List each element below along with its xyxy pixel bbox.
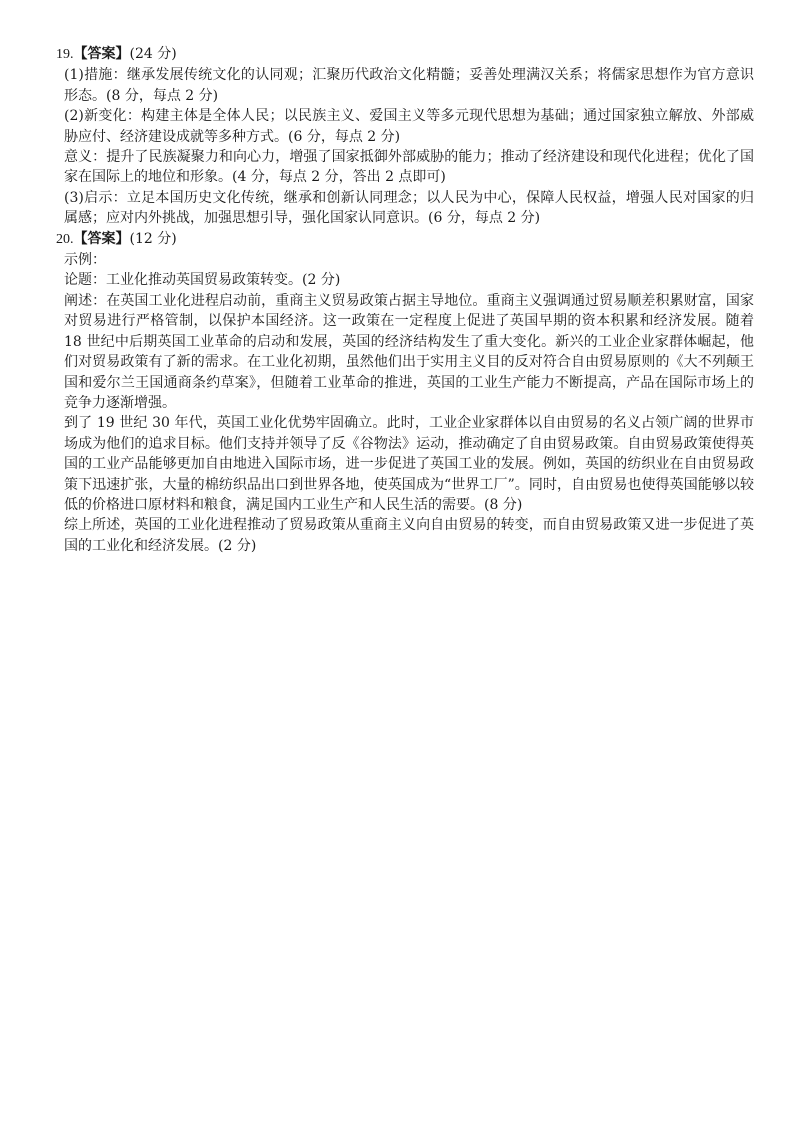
score-label: (12 分) xyxy=(129,230,177,247)
paragraph: 论题：工业化推动英国贸易政策转变。(2 分) xyxy=(64,272,341,289)
question-number: 19. xyxy=(56,47,74,62)
paragraph: (1)措施：继承发展传统文化的认同观；汇聚历代政治文化精髓；妥善处理满汉关系；将儒家思想作为官方意识形态。(8 分，每点 2 分) xyxy=(64,67,754,104)
answer-content xyxy=(56,44,754,556)
paragraph: (2)新变化：构建主体是全体人民；以民族主义、爱国主义等多元现代思想为基础；通过国家独立解放、外部威胁应付、经济建设成就等多种方式。(6 分，每点 2 分) xyxy=(64,108,754,145)
paragraph: 到了 19 世纪 30 年代，英国工业化优势牢固确立。此时，工业企业家群体以自由贸易的名义占领广阔的世界市场成为他们的追求目标。他们支持并领导了反《谷物法》运动，推动确定了自由贸易政策。自由贸易政策使得英国的工业产品能够更加自由地进入国际市场，进一步促进了英国工业的发展。例如，英国的纺织业在自由贸易政策下迅速扩张，大量的棉纺织品出口到世界各地，使英国成为“世界工厂”。同时，自由贸易也使得英国能够以较低的价格进口原材料和粮食，满足国内工业生产和人民生活的需要。(8 分) xyxy=(64,415,754,513)
paragraph: 综上所述，英国的工业化进程推动了贸易政策从重商主义向自由贸易的转变，而自由贸易政策又进一步促进了英国的工业化和经济发展。(2 分) xyxy=(64,517,754,554)
paragraph: 意义：提升了民族凝聚力和向心力，增强了国家抵御外部威胁的能力；推动了经济建设和现代化进程；优化了国家在国际上的地位和形象。(4 分，每点 2 分，答出 2 点即可) xyxy=(64,149,754,186)
answer-tag: 【答案】 xyxy=(73,230,130,247)
question-19-heading xyxy=(56,44,754,65)
question-number: 20. xyxy=(56,231,74,247)
score-label: (24 分) xyxy=(129,46,177,62)
question-20-heading xyxy=(56,229,754,250)
paragraph: 阐述：在英国工业化进程启动前，重商主义贸易政策占据主导地位。重商主义强调通过贸易顺差积累财富，国家对贸易进行严格管制，以保护本国经济。这一政策在一定程度上促进了英国早期的资本积累和经济发展。随着 18 世纪中后期英国工业革命的启动和发展，英国的经济结构发生了重大变化。新兴的工业企业家群体崛起，他们对贸易政策有了新的需求。在工业化初期，虽然他们出于实用主义目的反对符合自由贸易原则的《大不列颠王国和爱尔兰王国通商条约草案》，但随着工业革命的推进，英国的工业生产能力不断提高，产品在国际市场上的竞争力逐渐增强。 xyxy=(64,292,754,411)
answer-tag: 【答案】 xyxy=(73,46,130,62)
paragraph: 示例： xyxy=(64,252,106,269)
paragraph: (3)启示：立足本国历史文化传统，继承和创新认同理念；以人民为中心，保障人民权益，增强人民对国家的归属感；应对内外挑战，加强思想引导，强化国家认同意识。(6 分，每点 2 分) xyxy=(64,189,754,227)
